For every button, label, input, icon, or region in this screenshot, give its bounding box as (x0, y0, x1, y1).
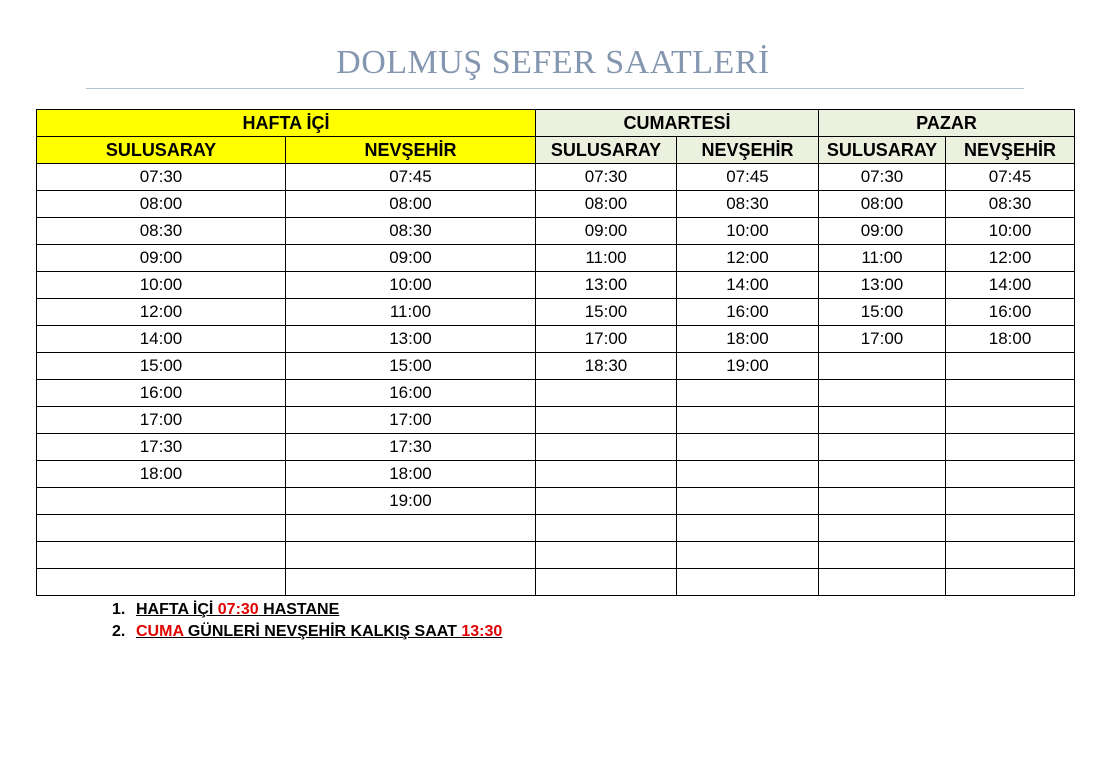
table-row (37, 461, 1075, 488)
note-text-part: HAFTA İÇİ (136, 601, 218, 618)
note-number: 2. (112, 623, 126, 640)
time-cell (37, 488, 286, 515)
table-row (37, 515, 1075, 542)
saturday-header: CUMARTESİ (536, 110, 819, 137)
time-cell: 07:30 (37, 164, 286, 191)
sunday-header: PAZAR (819, 110, 1075, 137)
schedule-table (36, 109, 1075, 596)
time-cell: 08:00 (536, 191, 677, 218)
time-cell: 09:00 (819, 218, 946, 245)
time-cell (819, 461, 946, 488)
time-cell (677, 488, 819, 515)
time-cell (677, 434, 819, 461)
table-row (37, 353, 1075, 380)
time-cell: 15:00 (819, 299, 946, 326)
time-cell: 14:00 (946, 272, 1075, 299)
time-cell: 18:30 (536, 353, 677, 380)
time-cell (819, 434, 946, 461)
table-row (37, 272, 1075, 299)
time-cell (819, 407, 946, 434)
time-cell: 07:30 (536, 164, 677, 191)
table-row (37, 434, 1075, 461)
page-title: DOLMUŞ SEFER SAATLERİ (336, 44, 770, 81)
time-cell (37, 542, 286, 569)
time-cell: 08:30 (286, 218, 536, 245)
time-cell (819, 488, 946, 515)
time-cell: 14:00 (37, 326, 286, 353)
notes-list (112, 599, 502, 643)
time-cell: 15:00 (37, 353, 286, 380)
time-cell: 17:30 (37, 434, 286, 461)
time-cell: 11:00 (819, 245, 946, 272)
time-cell: 09:00 (286, 245, 536, 272)
note-item (112, 599, 502, 621)
time-cell (37, 569, 286, 596)
time-cell: 13:00 (819, 272, 946, 299)
time-cell (677, 407, 819, 434)
table-row (37, 407, 1075, 434)
time-cell: 12:00 (37, 299, 286, 326)
time-cell (536, 515, 677, 542)
table-row (37, 245, 1075, 272)
time-cell: 07:45 (946, 164, 1075, 191)
saturday-nevsehir-header: NEVŞEHİR (677, 137, 819, 164)
time-cell (946, 434, 1075, 461)
time-cell: 18:00 (677, 326, 819, 353)
time-cell: 12:00 (677, 245, 819, 272)
time-cell (819, 569, 946, 596)
table-row (37, 218, 1075, 245)
time-cell: 15:00 (536, 299, 677, 326)
time-cell (536, 569, 677, 596)
time-cell: 08:00 (819, 191, 946, 218)
time-cell: 12:00 (946, 245, 1075, 272)
time-cell: 09:00 (536, 218, 677, 245)
time-cell (819, 515, 946, 542)
table-row (37, 380, 1075, 407)
sunday-nevsehir-header: NEVŞEHİR (946, 137, 1075, 164)
time-cell: 10:00 (946, 218, 1075, 245)
time-cell: 08:00 (37, 191, 286, 218)
note-text-part: GÜNLERİ NEVŞEHİR KALKIŞ SAAT (183, 623, 462, 640)
time-cell (946, 569, 1075, 596)
time-cell (677, 569, 819, 596)
time-cell (286, 515, 536, 542)
time-cell: 16:00 (286, 380, 536, 407)
time-cell: 18:00 (946, 326, 1075, 353)
saturday-sulusaray-header: SULUSARAY (536, 137, 677, 164)
table-row (37, 326, 1075, 353)
note-highlight: 07:30 (217, 601, 259, 618)
time-cell: 07:30 (819, 164, 946, 191)
time-cell: 18:00 (37, 461, 286, 488)
time-cell (536, 407, 677, 434)
time-cell (536, 380, 677, 407)
time-cell: 14:00 (677, 272, 819, 299)
time-cell: 18:00 (286, 461, 536, 488)
time-cell (286, 542, 536, 569)
time-cell: 08:30 (946, 191, 1075, 218)
time-cell: 13:00 (536, 272, 677, 299)
time-cell: 10:00 (677, 218, 819, 245)
time-cell: 07:45 (286, 164, 536, 191)
time-cell: 13:00 (286, 326, 536, 353)
time-cell (677, 515, 819, 542)
weekday-header: HAFTA İÇİ (37, 110, 536, 137)
time-cell: 15:00 (286, 353, 536, 380)
note-text-part: HASTANE (258, 601, 340, 618)
table-row (37, 299, 1075, 326)
time-cell (677, 542, 819, 569)
time-cell: 17:00 (286, 407, 536, 434)
time-cell (677, 380, 819, 407)
table-row (37, 488, 1075, 515)
time-cell: 19:00 (677, 353, 819, 380)
weekday-nevsehir-header: NEVŞEHİR (286, 137, 536, 164)
table-row (37, 569, 1075, 596)
time-cell (946, 407, 1075, 434)
time-cell: 19:00 (286, 488, 536, 515)
note-highlight: CUMA (136, 623, 184, 640)
time-cell (536, 461, 677, 488)
time-cell (819, 353, 946, 380)
time-cell (946, 353, 1075, 380)
time-cell: 10:00 (286, 272, 536, 299)
time-cell (946, 461, 1075, 488)
time-cell (536, 488, 677, 515)
time-cell: 07:45 (677, 164, 819, 191)
note-text (136, 623, 502, 640)
time-cell (946, 515, 1075, 542)
time-cell (946, 488, 1075, 515)
time-cell (37, 515, 286, 542)
time-cell: 08:30 (677, 191, 819, 218)
time-cell: 17:00 (536, 326, 677, 353)
time-cell: 16:00 (37, 380, 286, 407)
time-cell: 17:30 (286, 434, 536, 461)
table-row (37, 164, 1075, 191)
time-cell (946, 542, 1075, 569)
time-cell (819, 380, 946, 407)
sunday-sulusaray-header: SULUSARAY (819, 137, 946, 164)
time-cell: 08:00 (286, 191, 536, 218)
note-item (112, 621, 502, 643)
time-cell: 16:00 (677, 299, 819, 326)
time-cell: 17:00 (37, 407, 286, 434)
title-underline (86, 88, 1024, 89)
note-text (136, 601, 339, 618)
time-cell (946, 380, 1075, 407)
time-cell: 09:00 (37, 245, 286, 272)
time-cell: 11:00 (536, 245, 677, 272)
time-cell (536, 434, 677, 461)
time-cell: 11:00 (286, 299, 536, 326)
time-cell (536, 542, 677, 569)
time-cell: 08:30 (37, 218, 286, 245)
time-cell: 10:00 (37, 272, 286, 299)
table-row (37, 542, 1075, 569)
note-number: 1. (112, 601, 126, 618)
note-highlight: 13:30 (461, 623, 503, 640)
time-cell (819, 542, 946, 569)
table-row (37, 191, 1075, 218)
time-cell (677, 461, 819, 488)
time-cell: 17:00 (819, 326, 946, 353)
weekday-sulusaray-header: SULUSARAY (37, 137, 286, 164)
time-cell: 16:00 (946, 299, 1075, 326)
time-cell (286, 569, 536, 596)
